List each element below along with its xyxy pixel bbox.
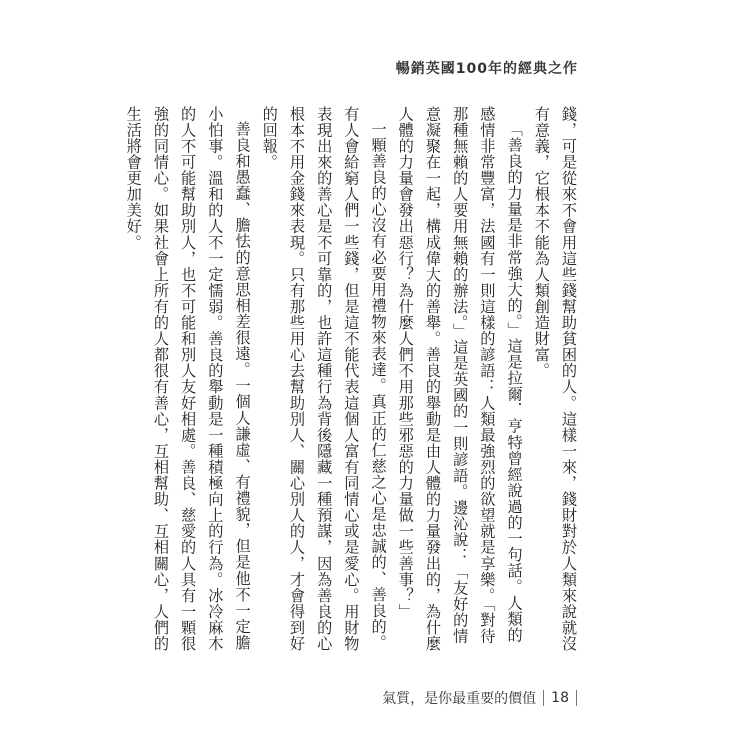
body-text bbox=[120, 106, 582, 654]
footer-book-title: 氣質，是你最重要的價值 bbox=[382, 691, 537, 707]
paragraph-2: 「善良的力量是非常強大的。」這是拉爾．亨特曾經說過的一句話。人類的感情非常豐富，法國有一則這樣的諺語：人類最強烈的欲望就是享樂。「對待那種無賴的人要用無賴的辦法。」這是英國的一則諺語。邊沁說：「友好的情意凝聚在一起，構成偉大的善舉。善良的舉動是由人體的力量發出的，為什麼人體的力量會發出惡行？為什麼人們不用那些邪惡的力量做一些善事？」 bbox=[396, 106, 524, 652]
page-number: 18 bbox=[551, 690, 569, 706]
footer-divider-end bbox=[576, 690, 577, 706]
running-header: 暢銷英國100年的經典之作 bbox=[395, 61, 578, 77]
paragraph-3: 一顆善良的心沒有必要用禮物來表達。真正的仁慈之心是忠誠的、善良的。有人會給窮人們一些錢，但是這不能代表這個人富有同情心或是愛心。用財物表現出來的善心是不可靠的，也許這種行為背後隱藏一種預謀，因為善良的心根本不用金錢來表現。只有那些用心去幫助別人、關心別人的人，才會得到好的回報。 bbox=[260, 106, 388, 652]
page-footer bbox=[382, 688, 584, 708]
paragraph-1: 錢，可是從來不會用這些錢幫助貧困的人。這樣一來，錢財對於人類來說就沒有意義，它根本不能為人類創造財富。 bbox=[532, 106, 578, 652]
paragraph-4: 善良和愚蠢、膽怯的意思相差很遠。一個人謙虛、有禮貌，但是他不一定膽小怕事。溫和的人不一定懦弱。善良的舉動是一種積極向上的行為。冰冷麻木的人不可能幫助別人，也不可能和別人友好相處。善良、慈愛的人具有一顆很強的同情心。如果社會上所有的人都很有善心，互相幫助、互相關心，人們的生活將會更加美好。 bbox=[124, 106, 252, 652]
footer-divider bbox=[543, 690, 544, 706]
